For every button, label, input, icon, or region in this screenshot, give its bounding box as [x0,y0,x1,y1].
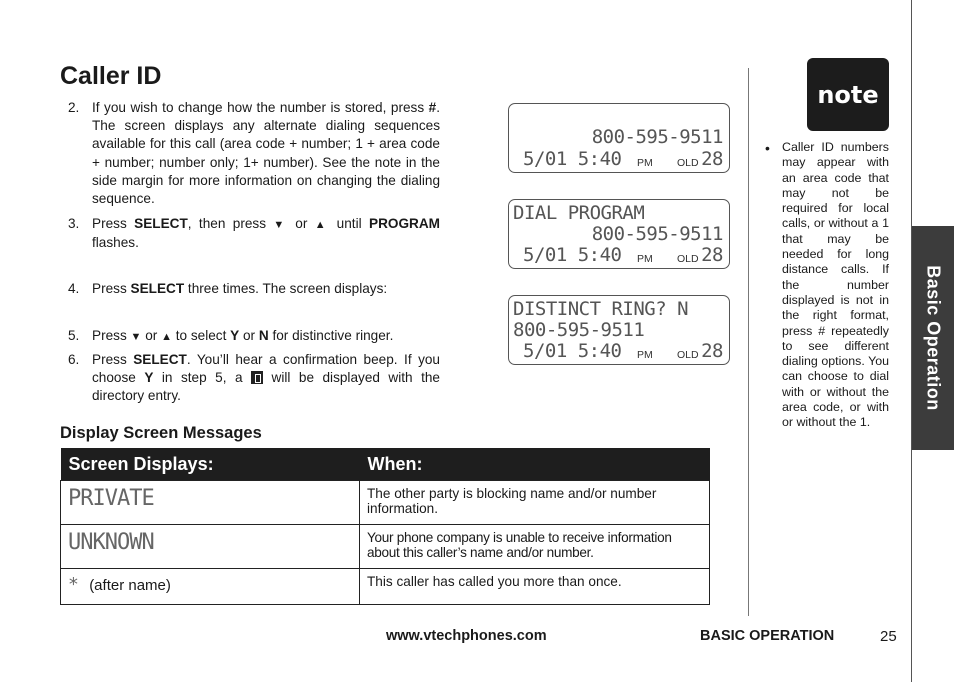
lcd-date: 5/01 5:40 [523,340,622,362]
repeat-caller-icon: * [68,574,78,595]
step-5: 5. Press ▼ or ▲ to select Y or N for distinctive ringer. [68,328,394,343]
note-icon: note [807,58,889,131]
directory-icon [251,371,263,384]
lcd-number: 800-595-9511 [591,223,723,245]
screen-display: UNKNOWN [68,530,154,555]
lcd-screen-2 [508,199,730,269]
step-2: 2. If you wish to change how the number is stored, press #. The screen displays any alternate dialing sequences available for this call (area code + number; 1 + area code + number; number only; 1+ number). See the note in the side margin for more information on changing the dialing sequence. [68,100,440,207]
lcd-old: OLD [677,349,699,361]
lcd-pm: PM [637,349,653,361]
lcd-old: OLD [677,157,699,169]
screen-display-note: (after name) [89,577,171,594]
down-arrow-icon: ▼ [273,219,288,231]
page-number: 25 [880,628,897,645]
section-heading: Display Screen Messages [60,424,262,442]
page-title: Caller ID [60,62,162,90]
lcd-date: 5/01 5:40 [523,244,622,266]
lcd-pm: PM [637,253,653,265]
when-cell: Your phone company is unable to receive information about this caller’s name and/or number. [360,525,710,569]
column-header: When: [360,448,710,481]
up-arrow-icon: ▲ [161,331,172,343]
step-3: 3. Press SELECT, then press ▼ or ▲ until PROGRAM flashes. [68,216,440,251]
lcd-pm: PM [637,157,653,169]
step-4: 4. Press SELECT three times. The screen displays: [68,281,388,296]
lcd-line1: DISTINCT RING? N [513,298,689,320]
step-6: 6. Press SELECT. You’ll hear a confirmation beep. If you choose Y in step 5, a will be displayed with the directory entry. [68,352,440,404]
table-row [61,481,710,525]
screen-display: PRIVATE [68,486,154,511]
table-header-row [61,448,710,481]
note-bullet: • [765,140,770,156]
table-row [61,525,710,569]
section-tab: Basic Operation [912,226,954,450]
lcd-count: 28 [701,340,723,362]
messages-table [60,448,710,605]
lcd-line1: DIAL PROGRAM [513,202,645,224]
column-header: Screen Displays: [61,448,360,481]
lcd-screen-1 [508,103,730,173]
lcd-date: 5/01 5:40 [523,148,622,170]
when-cell: The other party is blocking name and/or number information. [360,481,710,525]
lcd-screen-3 [508,295,730,365]
column-divider [748,68,749,616]
note-text: Caller ID numbers may appear with an area code that may not be required for local calls, or without a 1 that may be needed for long distance calls. If the number displayed is not in the right format, press # repeatedly to see different dialing options. You can choose to dial with or without the area code, or with or without the 1. [782,140,889,430]
table-row [61,569,710,605]
when-cell: This caller has called you more than once. [360,569,710,605]
lcd-count: 28 [701,148,723,170]
lcd-old: OLD [677,253,699,265]
footer-url: www.vtechphones.com [386,628,547,644]
lcd-number: 800-595-9511 [513,319,645,341]
lcd-count: 28 [701,244,723,266]
lcd-number: 800-595-9511 [591,126,723,148]
footer-section: BASIC OPERATION [700,628,835,644]
down-arrow-icon: ▼ [130,331,142,343]
up-arrow-icon: ▲ [314,219,330,231]
